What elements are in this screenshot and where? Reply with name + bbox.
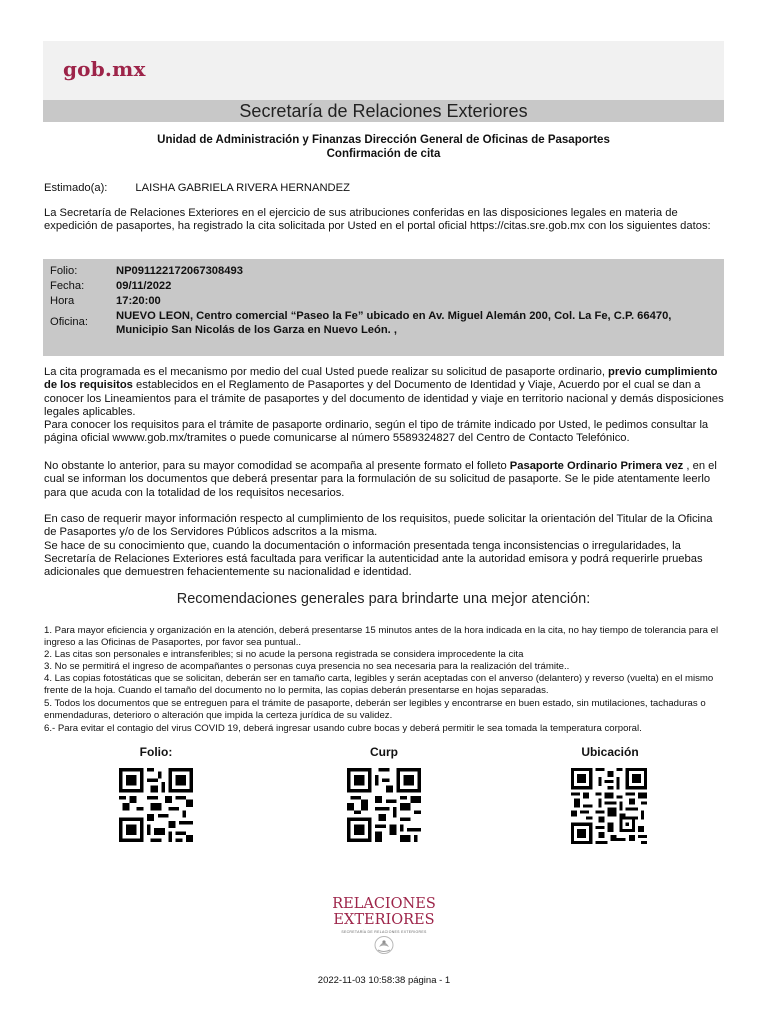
recommendations-list: [44, 625, 725, 735]
qr-ubicacion-icon: [569, 768, 649, 844]
relaciones-exteriores-logo: RELACIONES EXTERIORES SECRETARÍA DE RELACIONES EXTERIORES: [332, 896, 436, 934]
bold-booklet-name: Pasaporte Ordinario Primera vez: [509, 460, 684, 472]
paragraph-consult: Para conocer los requisitos para el trámite de pasaporte ordinario, según el tipo de trámite indicado por Usted, le pedimos consultar la página oficial wwww.gob.mx/tramites o puede comunicarse al número 5589324827 del Centro de Contacto Telefónico.: [44, 419, 709, 445]
oficina-label: Oficina:: [50, 316, 88, 328]
fecha-value: 09/11/2022: [116, 280, 172, 292]
intro-paragraph: La Secretaría de Relaciones Exteriores en el ejercicio de sus atribuciones conferidas en las disposiciones legales en materia de expedición de pasaportes, ha registrado la cita solicitada por Usted en el portal oficial https://citas.sre.gob.mx con los siguientes datos:: [44, 207, 711, 233]
fecha-label: Fecha:: [50, 280, 85, 292]
paragraph-more-info: En caso de requerir mayor información respecto al cumplimiento de los requisitos, puede solicitar la orientación del Titular de la Oficina de Pasaportes y/o de los Servidores Públicos adscritos a la misma. Se hace de su conocimiento que, cuando la documentación o información presentada tenga inconsistencias o irregularidades, la Secretaría de Relaciones Exteriores está facultada para verificar la autenticidad ante la autoridad emisora y podrá requerirle pruebas adicionales que demuestren fehacientemente su nacionalidad e identidad.: [44, 513, 713, 579]
document-subtitle: [43, 133, 724, 161]
qr-folio-label: Folio:: [139, 745, 173, 759]
greeting-label: Estimado(a):: [44, 182, 108, 194]
subtitle-confirmation: Confirmación de cita: [326, 148, 441, 160]
folio-label: Folio:: [50, 265, 78, 277]
eagle-seal-icon: [373, 935, 395, 955]
greeting: [44, 182, 725, 195]
qr-folio-icon: [118, 768, 194, 842]
qr-curp-label: Curp: [370, 745, 398, 759]
paragraph-requirements: La cita programada es el mecanismo por medio del cual Usted puede realizar su solicitud de pasaporte ordinario, previo cumplimiento de los requisitos establecidos en el Reglamento de Pasaportes y del Documento de Identidad y Viaje, Acuerdo por el cual se dan a conocer los Lineamientos para el trámite de pasaportes y del documento de identidad y viaje en territorio nacional y demás disposiciones legales aplicables. Para conocer los requisitos para el trámite de pasaporte ordinario, según el tipo de trámite indicado por Usted, le pedimos consultar la página oficial wwww.gob.mx/tramites o puede comunicarse al número 5589324827 del Centro de Contacto Telefónico.: [44, 366, 724, 445]
recommendation-item: 1. Para mayor eficiencia y organización en la atención, deberá presentarse 15 minutos antes de la hora indicada en la cita, no hay tiempo de tolerancia para el ingreso a las Oficinas de Pasaportes, por favor sea puntual..: [44, 625, 719, 649]
recommendation-item: 5. Todos los documentos que se entreguen para el trámite de pasaporte, deberán ser legibles y encontrarse en buen estado, sin mutilaciones, tachaduras o enmendaduras, deterioro o alteración que impida la certeza jurídica de su validez.: [44, 697, 706, 721]
recommendation-item: 2. Las citas son personales e intransferibles; si no acude la persona registrada se considera improcedente la cita: [44, 649, 524, 661]
hora-label: Hora: [50, 295, 75, 307]
paragraph-booklet: No obstante lo anterior, para su mayor comodidad se acompaña al presente formato el folleto Pasaporte Ordinario Primera vez , en el cual se informan los documentos que deberá presentar para la formulación de su solicitud de pasaporte. Se le pide atentamente leerlo para que acuda con la totalidad de los requisitos necesarios.: [44, 460, 717, 499]
page-title: Secretaría de Relaciones Exteriores: [43, 100, 724, 122]
oficina-value: NUEVO LEON, Centro comercial “Paseo la Fe” ubicado en Av. Miguel Alemán 200, Col. La Fe, C.P. 66470, Municipio San Nicolás de los Garza en Nuevo León. ,: [116, 310, 672, 336]
gob-mx-logo: gob.mx: [63, 57, 146, 81]
qr-ubicacion-label: Ubicación: [581, 745, 639, 759]
recommendation-item: 3. No se permitirá el ingreso de acompañantes o personas cuya presencia no sea necesaria para la realización del trámite..: [44, 661, 570, 673]
subtitle-unit: Unidad de Administración y Finanzas Dirección General de Oficinas de Pasaportes: [157, 134, 610, 146]
qr-curp-icon: [346, 768, 422, 842]
folio-value: NP091122172067308493: [116, 265, 243, 277]
page-timestamp: 2022-11-03 10:58:38 página - 1: [317, 975, 451, 986]
hora-value: 17:20:00: [116, 295, 161, 307]
appointment-details: [43, 259, 724, 356]
recommendation-item: 4. Las copias fotostáticas que se solicitan, deberán ser en tamaño carta, legibles y serán aceptadas con el anverso (delantero) y reverso (vuelta) en el mismo frente de la hoja. Cuando el tamaño del documento no lo permita, las copias deberán presentarse en hojas separadas.: [44, 673, 714, 697]
recommendations-title: Recomendaciones generales para brindarte una mejor atención:: [176, 591, 591, 607]
bold-previo: previo cumplimiento de los requisitos: [44, 366, 718, 392]
paragraph-verification: Se hace de su conocimiento que, cuando la documentación o información presentada tenga inconsistencias o irregularidades, la Secretaría de Relaciones Exteriores está facultada para verificar la autenticidad ante la autoridad emisora y podrá requerirle pruebas adicionales que demuestren fehacientemente su nacionalidad e identidad.: [44, 539, 703, 579]
recipient-name: LAISHA GABRIELA RIVERA HERNANDEZ: [135, 182, 350, 194]
recommendation-item: 6.- Para evitar el contagio del virus COVID 19, deberá ingresar usando cubre bocas y deberá permitir le sea tomada la temperatura corporal.: [44, 722, 642, 734]
